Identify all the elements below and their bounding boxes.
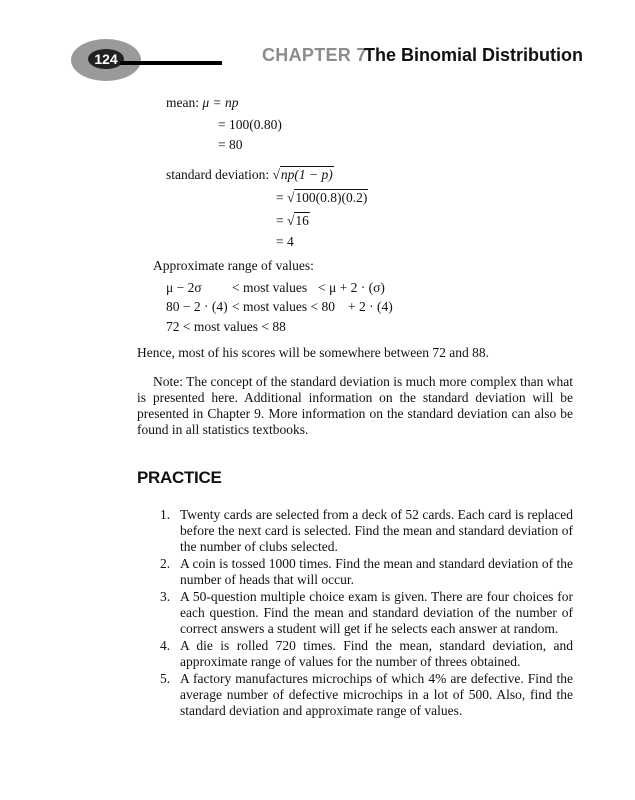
std-step1-eq: = — [276, 190, 284, 205]
note-paragraph: Note: The concept of the standard deviation is much more complex than what is presented here. Additional information on the standard deviation will be presented in Chapter 9. More information on the standard deviation can also be found in all statistics textbooks. — [137, 374, 573, 437]
std-step2 — [276, 213, 310, 229]
mean-formula: μ = np — [202, 95, 239, 110]
range-heading: Approximate range of values: — [153, 258, 314, 273]
sqrt-step2: √16 — [287, 213, 309, 228]
chapter-title: The Binomial Distribution — [364, 45, 583, 65]
conclusion-paragraph: Hence, most of his scores will be somewhere between 72 and 88. — [137, 345, 490, 360]
practice-item-text: A coin is tossed 1000 times. Find the mean and standard deviation of the number of heads that will occur. — [180, 556, 573, 587]
practice-item-number: 4. — [160, 638, 171, 653]
chapter-label: CHAPTER 7 — [262, 45, 367, 65]
range-line2-c: + 2 · (4) — [348, 299, 393, 314]
practice-item-number: 1. — [160, 507, 171, 522]
mean-step1: = 100(0.80) — [218, 117, 282, 132]
range-line2-a: 80 − 2 · (4) — [166, 299, 228, 314]
range-line1-b: < most values — [232, 280, 308, 295]
mean-step2: = 80 — [218, 137, 243, 152]
sqrt-step1: √100(0.8)(0.2) — [287, 190, 368, 205]
practice-item-text: Twenty cards are selected from a deck of 52 cards. Each card is replaced before the next card is selected. Find the mean and standard deviation of the number of clubs selected. — [180, 507, 573, 554]
std-formula-radicand: np(1 − p) — [280, 167, 333, 182]
practice-item — [160, 638, 573, 670]
mean-label: mean: — [166, 95, 199, 110]
range-line1-c: < μ + 2 · (σ) — [318, 280, 385, 295]
page-number: 124 — [94, 51, 118, 67]
range-line1-a: μ − 2σ — [166, 280, 202, 295]
practice-item-text: A factory manufactures microchips of which 4% are defective. Find the average number of defective microchips in a lot of 500. Also, find the standard deviation and approximate range of values. — [180, 671, 573, 718]
practice-item-text: A 50-question multiple choice exam is given. There are four choices for each question. Find the mean and standard deviation of the number of correct answers a student will get if he selects each answer at random. — [180, 589, 573, 636]
header-rule — [120, 61, 222, 65]
practice-item — [160, 556, 573, 588]
std-step2-radicand: 16 — [295, 213, 309, 228]
std-step2-eq: = — [276, 213, 284, 228]
practice-item-number: 5. — [160, 671, 171, 686]
practice-item-number: 2. — [160, 556, 171, 571]
practice-item-number: 3. — [160, 589, 171, 604]
std-step1 — [276, 190, 368, 206]
std-line — [166, 167, 334, 183]
mean-line — [166, 95, 239, 111]
std-step3: = 4 — [276, 234, 294, 249]
practice-list — [160, 507, 573, 720]
page-number-badge — [70, 38, 142, 82]
range-line3: 72 < most values < 88 — [166, 319, 286, 334]
practice-item — [160, 589, 573, 637]
practice-item — [160, 507, 573, 555]
practice-title: PRACTICE — [137, 468, 222, 487]
std-label: standard deviation: — [166, 167, 270, 182]
sqrt-formula: √np(1 − p) — [272, 167, 333, 182]
std-step1-radicand: 100(0.8)(0.2) — [295, 190, 368, 205]
practice-item — [160, 671, 573, 719]
range-line2-b: < most values < 80 — [232, 299, 335, 314]
practice-item-text: A die is rolled 720 times. Find the mean, standard deviation, and approximate range of values for the number of threes obtained. — [180, 638, 573, 669]
